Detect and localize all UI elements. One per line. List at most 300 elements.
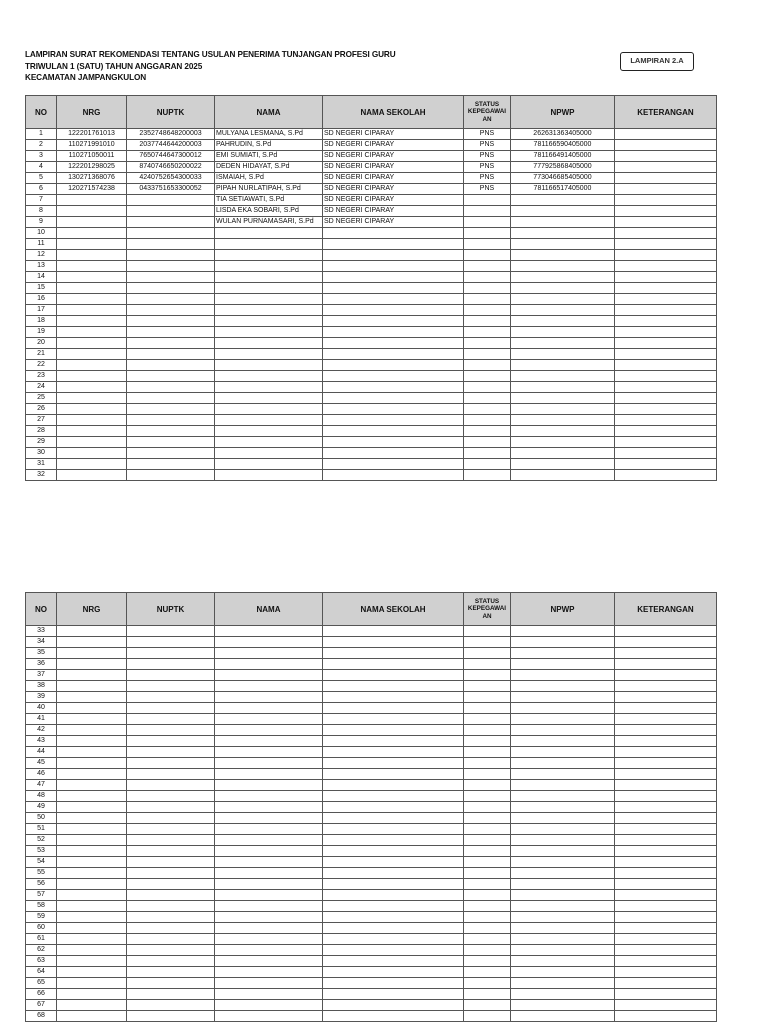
cell-npwp [511, 316, 615, 327]
cell-nuptk [127, 835, 215, 846]
cell-no: 25 [26, 393, 57, 404]
cell-nama-sekolah [323, 967, 464, 978]
cell-nama-sekolah [323, 382, 464, 393]
table-row [26, 978, 717, 989]
cell-nama-sekolah [323, 648, 464, 659]
cell-keterangan [615, 989, 717, 1000]
cell-nuptk [127, 283, 215, 294]
cell-nama [215, 659, 323, 670]
cell-nama-sekolah [323, 989, 464, 1000]
cell-keterangan [615, 327, 717, 338]
cell-nrg [57, 426, 127, 437]
cell-status [464, 945, 511, 956]
cell-keterangan [615, 1011, 717, 1022]
cell-npwp [511, 272, 615, 283]
cell-no: 48 [26, 791, 57, 802]
cell-nrg [57, 360, 127, 371]
cell-nuptk [127, 261, 215, 272]
cell-nrg [57, 415, 127, 426]
cell-status [464, 714, 511, 725]
cell-keterangan [615, 261, 717, 272]
cell-nuptk: 8740746650200022 [127, 162, 215, 173]
cell-nama [215, 945, 323, 956]
cell-keterangan [615, 1000, 717, 1011]
cell-keterangan [615, 195, 717, 206]
header-nrg: NRG [57, 96, 127, 129]
cell-npwp [511, 912, 615, 923]
cell-no: 14 [26, 272, 57, 283]
table-row [26, 173, 717, 184]
cell-status [464, 791, 511, 802]
cell-npwp [511, 670, 615, 681]
table-row [26, 901, 717, 912]
table-row [26, 868, 717, 879]
cell-nrg [57, 791, 127, 802]
cell-nrg [57, 846, 127, 857]
cell-nuptk [127, 327, 215, 338]
cell-nama-sekolah [323, 835, 464, 846]
cell-npwp [511, 470, 615, 481]
cell-keterangan [615, 648, 717, 659]
cell-npwp [511, 393, 615, 404]
cell-keterangan [615, 659, 717, 670]
cell-nama [215, 670, 323, 681]
cell-no: 28 [26, 426, 57, 437]
cell-npwp [511, 879, 615, 890]
document-district: KECAMATAN JAMPANGKULON [25, 73, 147, 82]
cell-nama [215, 371, 323, 382]
table-row [26, 316, 717, 327]
cell-keterangan [615, 747, 717, 758]
cell-keterangan [615, 681, 717, 692]
cell-status [464, 747, 511, 758]
cell-no: 55 [26, 868, 57, 879]
cell-keterangan [615, 448, 717, 459]
table-row [26, 437, 717, 448]
header-status-kepegawaian: STATUS KEPEGAWAI AN [464, 593, 511, 626]
cell-nama-sekolah [323, 890, 464, 901]
cell-nuptk [127, 371, 215, 382]
cell-nama-sekolah [323, 426, 464, 437]
table-row [26, 659, 717, 670]
cell-nama [215, 437, 323, 448]
cell-nrg [57, 626, 127, 637]
table-row [26, 692, 717, 703]
table-row [26, 129, 717, 140]
cell-nama [215, 305, 323, 316]
cell-nuptk [127, 404, 215, 415]
table-row [26, 879, 717, 890]
cell-npwp [511, 813, 615, 824]
cell-npwp [511, 1011, 615, 1022]
cell-nuptk [127, 802, 215, 813]
cell-nrg [57, 670, 127, 681]
cell-nama-sekolah [323, 813, 464, 824]
cell-npwp [511, 217, 615, 228]
cell-nama-sekolah: SD NEGERI CIPARAY [323, 129, 464, 140]
cell-npwp [511, 360, 615, 371]
cell-nama [215, 426, 323, 437]
table-row [26, 140, 717, 151]
cell-nrg: 122201298025 [57, 162, 127, 173]
cell-nuptk [127, 349, 215, 360]
cell-npwp [511, 780, 615, 791]
cell-status [464, 670, 511, 681]
cell-nuptk: 0433751653300052 [127, 184, 215, 195]
recipients-table-page-2 [25, 592, 717, 1022]
cell-nrg: 120271574238 [57, 184, 127, 195]
cell-nama [215, 736, 323, 747]
cell-keterangan [615, 206, 717, 217]
cell-nuptk [127, 338, 215, 349]
cell-no: 54 [26, 857, 57, 868]
cell-status [464, 1000, 511, 1011]
cell-nrg [57, 305, 127, 316]
cell-nuptk [127, 978, 215, 989]
cell-keterangan [615, 217, 717, 228]
cell-nama-sekolah [323, 250, 464, 261]
table-row [26, 890, 717, 901]
cell-npwp [511, 824, 615, 835]
cell-npwp [511, 846, 615, 857]
table-row [26, 703, 717, 714]
cell-no: 6 [26, 184, 57, 195]
cell-nuptk [127, 228, 215, 239]
cell-no: 19 [26, 327, 57, 338]
cell-nama-sekolah [323, 294, 464, 305]
cell-nrg [57, 239, 127, 250]
cell-nama-sekolah [323, 272, 464, 283]
cell-nrg [57, 448, 127, 459]
cell-nuptk [127, 648, 215, 659]
cell-nrg [57, 437, 127, 448]
cell-nrg [57, 989, 127, 1000]
table-row [26, 360, 717, 371]
cell-nuptk [127, 316, 215, 327]
cell-nama [215, 648, 323, 659]
cell-nama-sekolah [323, 1011, 464, 1022]
cell-nama [215, 802, 323, 813]
cell-status [464, 239, 511, 250]
cell-nama-sekolah [323, 681, 464, 692]
cell-nama-sekolah [323, 637, 464, 648]
table-row [26, 912, 717, 923]
cell-status [464, 360, 511, 371]
cell-keterangan [615, 360, 717, 371]
cell-nama [215, 791, 323, 802]
table-row [26, 725, 717, 736]
cell-npwp [511, 956, 615, 967]
cell-npwp [511, 349, 615, 360]
cell-nuptk [127, 857, 215, 868]
header-nama-sekolah: NAMA SEKOLAH [323, 96, 464, 129]
cell-status [464, 217, 511, 228]
cell-status [464, 868, 511, 879]
cell-nrg [57, 283, 127, 294]
cell-nuptk [127, 780, 215, 791]
cell-no: 21 [26, 349, 57, 360]
cell-nuptk [127, 250, 215, 261]
cell-nrg [57, 404, 127, 415]
cell-nrg [57, 648, 127, 659]
cell-npwp: 777925868405000 [511, 162, 615, 173]
table-row [26, 846, 717, 857]
cell-nrg [57, 824, 127, 835]
cell-nama [215, 978, 323, 989]
cell-nama [215, 890, 323, 901]
document-title-block [25, 49, 396, 84]
cell-nuptk [127, 868, 215, 879]
cell-keterangan [615, 725, 717, 736]
lampiran-badge: LAMPIRAN 2.A [620, 52, 694, 71]
cell-nama-sekolah [323, 437, 464, 448]
cell-nuptk [127, 448, 215, 459]
table-row [26, 239, 717, 250]
cell-nrg [57, 967, 127, 978]
cell-nrg [57, 923, 127, 934]
cell-no: 44 [26, 747, 57, 758]
cell-nama-sekolah [323, 338, 464, 349]
cell-no: 3 [26, 151, 57, 162]
cell-keterangan [615, 239, 717, 250]
cell-keterangan [615, 945, 717, 956]
cell-npwp [511, 791, 615, 802]
cell-nuptk [127, 659, 215, 670]
cell-nrg [57, 868, 127, 879]
cell-keterangan [615, 879, 717, 890]
cell-npwp [511, 437, 615, 448]
cell-npwp [511, 648, 615, 659]
cell-nama [215, 338, 323, 349]
cell-nrg [57, 934, 127, 945]
cell-nama [215, 868, 323, 879]
cell-nama [215, 404, 323, 415]
cell-nuptk [127, 393, 215, 404]
cell-no: 66 [26, 989, 57, 1000]
header-status-kepegawaian: STATUS KEPEGAWAI AN [464, 96, 511, 129]
cell-no: 67 [26, 1000, 57, 1011]
cell-npwp [511, 1000, 615, 1011]
cell-no: 5 [26, 173, 57, 184]
cell-nama-sekolah [323, 1000, 464, 1011]
cell-keterangan [615, 769, 717, 780]
cell-no: 43 [26, 736, 57, 747]
cell-npwp [511, 261, 615, 272]
cell-status [464, 659, 511, 670]
cell-npwp [511, 835, 615, 846]
cell-nama [215, 681, 323, 692]
cell-nama-sekolah [323, 857, 464, 868]
cell-nama: EMI SUMIATI, S.Pd [215, 151, 323, 162]
cell-no: 33 [26, 626, 57, 637]
table-row [26, 459, 717, 470]
cell-nama [215, 349, 323, 360]
cell-no: 51 [26, 824, 57, 835]
cell-no: 18 [26, 316, 57, 327]
cell-nama-sekolah: SD NEGERI CIPARAY [323, 195, 464, 206]
cell-nuptk [127, 890, 215, 901]
cell-npwp: 781166590405000 [511, 140, 615, 151]
cell-no: 1 [26, 129, 57, 140]
cell-keterangan [615, 956, 717, 967]
cell-nuptk [127, 437, 215, 448]
cell-no: 15 [26, 283, 57, 294]
cell-no: 17 [26, 305, 57, 316]
cell-keterangan [615, 316, 717, 327]
cell-no: 56 [26, 879, 57, 890]
cell-no: 9 [26, 217, 57, 228]
cell-no: 35 [26, 648, 57, 659]
cell-npwp [511, 228, 615, 239]
table-row [26, 637, 717, 648]
header-no: NO [26, 593, 57, 626]
cell-nrg [57, 1000, 127, 1011]
table-row [26, 162, 717, 173]
cell-nuptk [127, 879, 215, 890]
cell-nama [215, 316, 323, 327]
cell-nama-sekolah [323, 758, 464, 769]
cell-no: 37 [26, 670, 57, 681]
cell-nama: ISMAIAH, S.Pd [215, 173, 323, 184]
table-row [26, 305, 717, 316]
cell-nuptk [127, 967, 215, 978]
cell-keterangan [615, 912, 717, 923]
cell-nama [215, 879, 323, 890]
cell-npwp [511, 703, 615, 714]
cell-nama-sekolah [323, 239, 464, 250]
cell-status: PNS [464, 151, 511, 162]
cell-nuptk [127, 626, 215, 637]
table-row [26, 415, 717, 426]
cell-nuptk [127, 206, 215, 217]
table-row [26, 758, 717, 769]
table-row [26, 945, 717, 956]
table-row [26, 967, 717, 978]
cell-npwp [511, 857, 615, 868]
cell-keterangan [615, 404, 717, 415]
cell-nrg [57, 327, 127, 338]
cell-no: 16 [26, 294, 57, 305]
cell-no: 29 [26, 437, 57, 448]
cell-no: 40 [26, 703, 57, 714]
cell-nrg [57, 250, 127, 261]
cell-no: 42 [26, 725, 57, 736]
cell-npwp [511, 659, 615, 670]
header-npwp: NPWP [511, 96, 615, 129]
header-nrg: NRG [57, 593, 127, 626]
cell-nama [215, 989, 323, 1000]
table-row [26, 813, 717, 824]
cell-nuptk [127, 681, 215, 692]
cell-nrg [57, 382, 127, 393]
cell-nama: PIPAH NURLATIPAH, S.Pd [215, 184, 323, 195]
cell-status [464, 415, 511, 426]
cell-status: PNS [464, 162, 511, 173]
cell-nama-sekolah [323, 912, 464, 923]
cell-nrg [57, 272, 127, 283]
cell-status [464, 626, 511, 637]
cell-nama [215, 283, 323, 294]
cell-status [464, 637, 511, 648]
cell-nuptk [127, 294, 215, 305]
table-row [26, 217, 717, 228]
table-row [26, 923, 717, 934]
cell-status [464, 404, 511, 415]
table-row [26, 261, 717, 272]
cell-no: 53 [26, 846, 57, 857]
cell-npwp [511, 239, 615, 250]
cell-keterangan [615, 140, 717, 151]
cell-nama-sekolah [323, 327, 464, 338]
cell-nama-sekolah [323, 868, 464, 879]
cell-nama [215, 703, 323, 714]
cell-nama-sekolah [323, 736, 464, 747]
cell-nuptk [127, 989, 215, 1000]
cell-nama [215, 448, 323, 459]
cell-nama-sekolah [323, 459, 464, 470]
cell-status [464, 305, 511, 316]
cell-keterangan [615, 470, 717, 481]
cell-keterangan [615, 868, 717, 879]
cell-nama-sekolah [323, 802, 464, 813]
table-row [26, 426, 717, 437]
table-row [26, 989, 717, 1000]
cell-no: 38 [26, 681, 57, 692]
cell-status [464, 890, 511, 901]
cell-nama [215, 393, 323, 404]
cell-nuptk [127, 813, 215, 824]
cell-nama-sekolah [323, 659, 464, 670]
cell-no: 11 [26, 239, 57, 250]
table-row [26, 736, 717, 747]
cell-npwp [511, 989, 615, 1000]
cell-keterangan [615, 437, 717, 448]
cell-status [464, 725, 511, 736]
cell-status [464, 261, 511, 272]
cell-no: 32 [26, 470, 57, 481]
cell-status [464, 316, 511, 327]
cell-status: PNS [464, 140, 511, 151]
cell-nama-sekolah [323, 305, 464, 316]
cell-keterangan [615, 415, 717, 426]
cell-npwp [511, 890, 615, 901]
cell-nrg [57, 780, 127, 791]
table-row [26, 824, 717, 835]
cell-status [464, 371, 511, 382]
cell-no: 52 [26, 835, 57, 846]
cell-nuptk [127, 195, 215, 206]
cell-status [464, 283, 511, 294]
table-row [26, 648, 717, 659]
cell-nama [215, 725, 323, 736]
cell-nrg [57, 703, 127, 714]
cell-no: 10 [26, 228, 57, 239]
cell-nama [215, 714, 323, 725]
recipients-table-page-1 [25, 95, 717, 481]
cell-nrg [57, 349, 127, 360]
table-row [26, 338, 717, 349]
cell-no: 36 [26, 659, 57, 670]
cell-status: PNS [464, 184, 511, 195]
cell-nrg [57, 912, 127, 923]
table-row [26, 393, 717, 404]
cell-nuptk [127, 703, 215, 714]
cell-nuptk [127, 459, 215, 470]
cell-nama-sekolah [323, 824, 464, 835]
cell-nama-sekolah [323, 791, 464, 802]
table-row [26, 371, 717, 382]
cell-npwp [511, 681, 615, 692]
